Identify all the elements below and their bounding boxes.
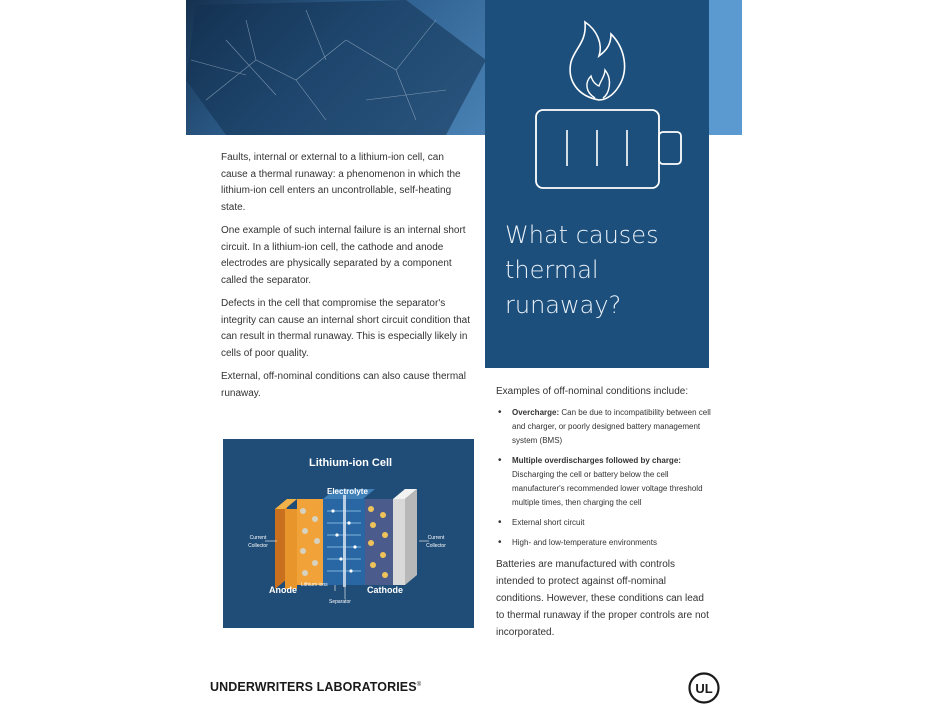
anode-label: Anode xyxy=(269,585,297,595)
brand-name: UNDERWRITERS LABORATORIES xyxy=(210,680,417,694)
list-item xyxy=(512,536,711,550)
list-item-label: Multiple overdischarges followed by charge: xyxy=(512,456,681,465)
ul-logo-icon xyxy=(688,672,720,704)
current-collector-right-label: Current Collector xyxy=(426,535,446,549)
list-item-label: Overcharge: xyxy=(512,408,560,417)
paragraph: Defects in the cell that compromise the separator's integrity can cause an internal short circuit condition that can result in thermal runaway. This is especially likely in cells of poor quality. xyxy=(221,298,471,359)
list-item-text: High- and low-temperature environments xyxy=(512,538,657,547)
paragraph: One example of such internal failure is an internal short circuit. In a lithium-ion cell, the cathode and anode electrodes are physically separated by a component called the separator. xyxy=(221,225,466,286)
separator-label: Separator xyxy=(329,599,351,605)
panel-title: What causes thermal runaway? xyxy=(505,221,659,319)
list-item xyxy=(512,454,711,510)
list-item xyxy=(512,516,711,530)
ul-logo-text: UL xyxy=(695,681,713,696)
list-item-text: Can be due to incompatibility between cell and charger, or poorly designed battery management system (BMS) xyxy=(512,408,711,445)
closing-paragraph: Batteries are manufactured with controls intended to protect against off-nominal conditions. However, these conditions can lead to thermal runaway if the proper controls are not incorporated. xyxy=(496,559,709,638)
list-item-text: Discharging the cell or battery below the cell manufacturer's recommended lower voltage threshold multiple times, then charging the cell xyxy=(512,470,703,507)
cathode-collector-shape xyxy=(393,499,405,585)
electrolyte-label: Electrolyte xyxy=(327,487,368,496)
separator-shape xyxy=(343,495,346,587)
list-item xyxy=(512,406,711,448)
title-panel xyxy=(485,0,709,368)
hero-image xyxy=(186,0,485,135)
registered-mark: ® xyxy=(416,681,422,688)
footer-brand xyxy=(210,680,421,694)
cathode-label: Cathode xyxy=(367,585,403,595)
right-column xyxy=(496,384,711,641)
lithium-ion-cell-diagram xyxy=(223,439,474,628)
current-collector-left-label: Current Collector xyxy=(248,535,268,549)
diagram-title: Lithium-ion Cell xyxy=(309,457,393,469)
paragraph: Faults, internal or external to a lithium-ion cell, can cause a thermal runaway: a phenomenon in which the lithium-ion cell enters an uncontrollable, self-heating state. xyxy=(221,152,461,213)
list-item-text: External short circuit xyxy=(512,518,585,527)
list-intro: Examples of off-nominal conditions include: xyxy=(496,386,689,397)
hero-accent-strip xyxy=(709,0,742,135)
lithium-ions-label: Lithium ions xyxy=(301,582,328,588)
left-column xyxy=(221,150,473,409)
cracked-glass-texture xyxy=(186,0,485,135)
paragraph: External, off-nominal conditions can also cause thermal runaway. xyxy=(221,371,466,399)
conditions-list xyxy=(496,406,711,550)
